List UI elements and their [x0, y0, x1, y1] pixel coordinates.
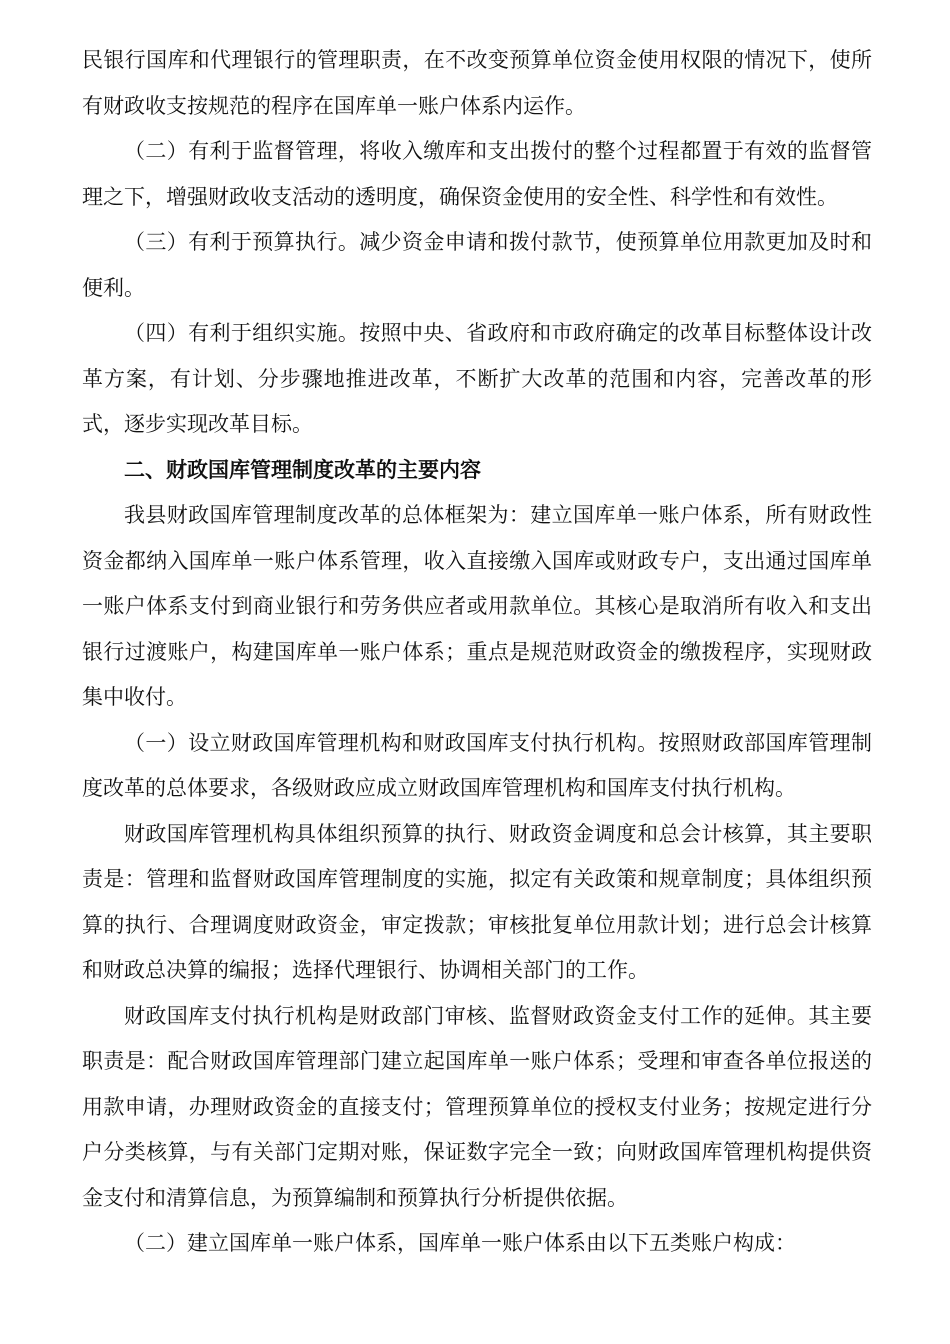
section-heading: 二、财政国库管理制度改革的主要内容: [124, 457, 481, 482]
document-page: [82, 38, 872, 1267]
paragraph-item-2: （二）有利于监督管理，将收入缴库和支出拨付的整个过程都置于有效的监督管理之下，增强财政收支活动的透明度，确保资金使用的安全性、科学性和有效性。: [82, 139, 872, 209]
paragraph-item-4: （四）有利于组织实施。按照中央、省政府和市政府确定的改革目标整体设计改革方案，有计划、分步骤地推进改革，不断扩大改革的范围和内容，完善改革的形式，逐步实现改革目标。: [82, 321, 872, 436]
paragraph-treasury-management: 财政国库管理机构具体组织预算的执行、财政资金调度和总会计核算，其主要职责是：管理和监督财政国库管理制度的实施，拟定有关政策和规章制度；具体组织预算的执行、合理调度财政资金，审定拨款；审核批复单位用款计划；进行总会计核算和财政总决算的编报；选择代理银行、协调相关部门的工作。: [82, 821, 872, 982]
paragraph-payment-execution: 财政国库支付执行机构是财政部门审核、监督财政资金支付工作的延伸。其主要职责是：配合财政国库管理部门建立起国库单一账户体系；受理和审查各单位报送的用款申请，办理财政资金的直接支付；管理预算单位的授权支付业务；按规定进行分户分类核算，与有关部门定期对账，保证数字完全一致；向财政国库管理机构提供资金支付和清算信息，为预算编制和预算执行分析提供依据。: [82, 1003, 872, 1210]
paragraph-item-3: （三）有利于预算执行。减少资金申请和拨付款节，使预算单位用款更加及时和便利。: [82, 230, 872, 300]
paragraph-subsection-1: （一）设立财政国库管理机构和财政国库支付执行机构。按照财政部国库管理制度改革的总体要求，各级财政应成立财政国库管理机构和国库支付执行机构。: [82, 730, 872, 800]
paragraph-framework: 我县财政国库管理制度改革的总体框架为：建立国库单一账户体系，所有财政性资金都纳入国库单一账户体系管理，收入直接缴入国库或财政专户，支出通过国库单一账户体系支付到商业银行和劳务供应者或用款单位。其核心是取消所有收入和支出银行过渡账户，构建国库单一账户体系；重点是规范财政资金的缴拨程序，实现财政集中收付。: [82, 503, 872, 709]
paragraph-continuation: 民银行国库和代理银行的管理职责，在不改变预算单位资金使用权限的情况下，使所有财政收支按规范的程序在国库单一账户体系内运作。: [82, 48, 872, 118]
paragraph-subsection-2: （二）建立国库单一账户体系，国库单一账户体系由以下五类账户构成：: [124, 1231, 796, 1255]
